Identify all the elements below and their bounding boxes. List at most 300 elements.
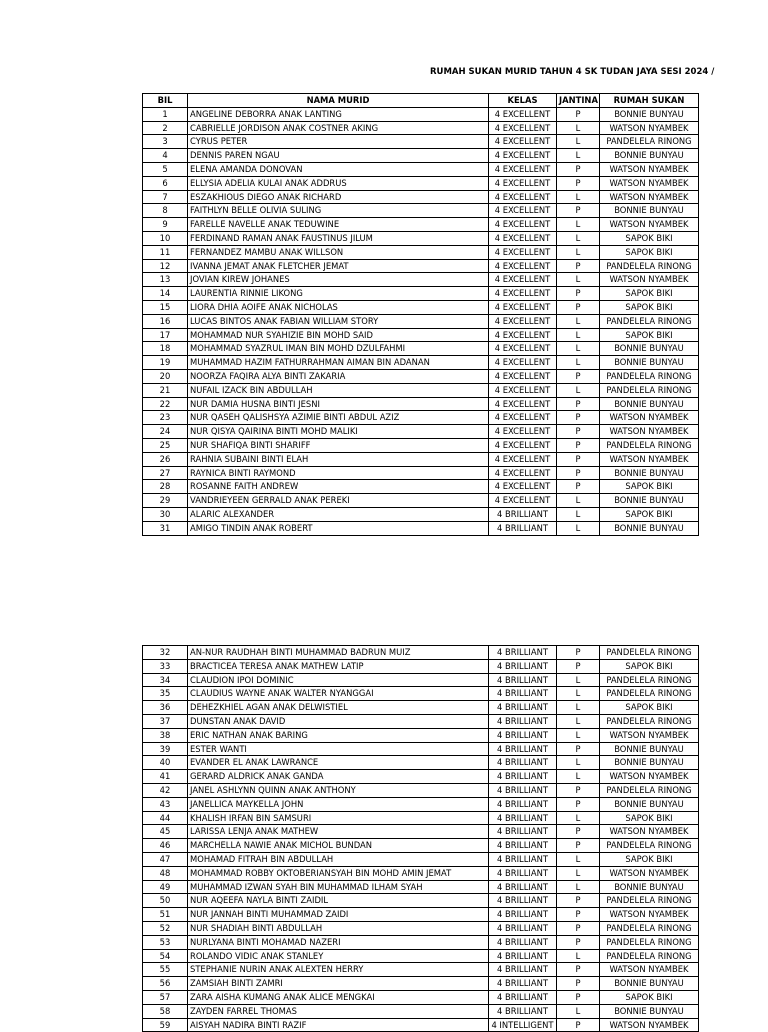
cell-jantina: P (557, 411, 600, 425)
cell-bil: 18 (143, 342, 188, 356)
cell-nama-murid: ROSANNE FAITH ANDREW (188, 480, 489, 494)
cell-kelas: 4 EXCELLENT (489, 425, 557, 439)
table-row (143, 425, 699, 439)
cell-bil: 11 (143, 245, 188, 259)
cell-kelas: 4 EXCELLENT (489, 218, 557, 232)
cell-jantina: P (557, 452, 600, 466)
cell-nama-murid: ANGELINE DEBORRA ANAK LANTING (188, 107, 489, 121)
cell-kelas: 4 BRILLIANT (489, 977, 557, 991)
cell-bil: 19 (143, 356, 188, 370)
cell-jantina: L (557, 756, 600, 770)
cell-bil: 53 (143, 935, 188, 949)
cell-rumah-sukan: PANDELELA RINONG (600, 135, 699, 149)
cell-nama-murid: JOVIAN KIREW JOHANES (188, 273, 489, 287)
roster-table-top (142, 93, 699, 536)
cell-bil: 7 (143, 190, 188, 204)
cell-nama-murid: FERNANDEZ MAMBU ANAK WILLSON (188, 245, 489, 259)
cell-kelas: 4 EXCELLENT (489, 328, 557, 342)
cell-rumah-sukan: SAPOK BIKI (600, 328, 699, 342)
cell-kelas: 4 EXCELLENT (489, 342, 557, 356)
cell-jantina: P (557, 204, 600, 218)
cell-bil: 56 (143, 977, 188, 991)
cell-bil: 8 (143, 204, 188, 218)
cell-nama-murid: NOORZA FAQIRA ALYA BINTI ZAKARIA (188, 369, 489, 383)
cell-bil: 28 (143, 480, 188, 494)
cell-rumah-sukan: WATSON NYAMBEK (600, 728, 699, 742)
cell-kelas: 4 BRILLIANT (489, 659, 557, 673)
cell-nama-murid: MARCHELLA NAWIE ANAK MICHOL BUNDAN (188, 839, 489, 853)
cell-bil: 47 (143, 852, 188, 866)
cell-bil: 38 (143, 728, 188, 742)
cell-jantina: L (557, 190, 600, 204)
roster-table-bottom (142, 645, 699, 1032)
cell-nama-murid: CABRIELLE JORDISON ANAK COSTNER AKING (188, 121, 489, 135)
table-row (143, 107, 699, 121)
cell-rumah-sukan: WATSON NYAMBEK (600, 866, 699, 880)
cell-bil: 59 (143, 1018, 188, 1032)
cell-nama-murid: BRACTICEA TERESA ANAK MATHEW LATIP (188, 659, 489, 673)
cell-nama-murid: ESTER WANTI (188, 742, 489, 756)
cell-rumah-sukan: BONNIE BUNYAU (600, 356, 699, 370)
cell-nama-murid: NUFAIL IZACK BIN ABDULLAH (188, 383, 489, 397)
cell-bil: 13 (143, 273, 188, 287)
cell-nama-murid: ELLYSIA ADELIA KULAI ANAK ADDRUS (188, 176, 489, 190)
cell-nama-murid: LAURENTIA RINNIE LIKONG (188, 287, 489, 301)
cell-bil: 51 (143, 908, 188, 922)
cell-rumah-sukan: PANDELELA RINONG (600, 673, 699, 687)
cell-jantina: P (557, 839, 600, 853)
cell-jantina: P (557, 300, 600, 314)
cell-rumah-sukan: PANDELELA RINONG (600, 314, 699, 328)
cell-bil: 55 (143, 963, 188, 977)
cell-bil: 57 (143, 990, 188, 1004)
cell-bil: 23 (143, 411, 188, 425)
cell-jantina: L (557, 218, 600, 232)
cell-jantina: L (557, 852, 600, 866)
cell-bil: 37 (143, 714, 188, 728)
cell-nama-murid: NUR QASEH QALISHSYA AZIMIE BINTI ABDUL AZIZ (188, 411, 489, 425)
cell-jantina: P (557, 162, 600, 176)
cell-kelas: 4 BRILLIANT (489, 701, 557, 715)
cell-rumah-sukan: BONNIE BUNYAU (600, 494, 699, 508)
cell-bil: 36 (143, 701, 188, 715)
cell-nama-murid: DUNSTAN ANAK DAVID (188, 714, 489, 728)
cell-kelas: 4 BRILLIANT (489, 908, 557, 922)
cell-bil: 21 (143, 383, 188, 397)
cell-rumah-sukan: SAPOK BIKI (600, 245, 699, 259)
cell-rumah-sukan: WATSON NYAMBEK (600, 452, 699, 466)
header-kelas: KELAS (489, 94, 557, 108)
cell-bil: 54 (143, 949, 188, 963)
table-row (143, 701, 699, 715)
cell-bil: 15 (143, 300, 188, 314)
table-row (143, 728, 699, 742)
roster-body-bottom (143, 646, 699, 1032)
cell-jantina: P (557, 825, 600, 839)
cell-nama-murid: AISYAH NADIRA BINTI RAZIF (188, 1018, 489, 1032)
table-row (143, 687, 699, 701)
table-row (143, 259, 699, 273)
cell-jantina: P (557, 397, 600, 411)
cell-nama-murid: LARISSA LENJA ANAK MATHEW (188, 825, 489, 839)
cell-bil: 24 (143, 425, 188, 439)
header-bil: BIL (143, 94, 188, 108)
cell-rumah-sukan: SAPOK BIKI (600, 852, 699, 866)
cell-rumah-sukan: WATSON NYAMBEK (600, 908, 699, 922)
table-row (143, 921, 699, 935)
cell-kelas: 4 BRILLIANT (489, 673, 557, 687)
table-row (143, 397, 699, 411)
cell-bil: 1 (143, 107, 188, 121)
cell-jantina: L (557, 1004, 600, 1018)
table-row (143, 438, 699, 452)
cell-jantina: L (557, 149, 600, 163)
cell-kelas: 4 EXCELLENT (489, 369, 557, 383)
cell-jantina: L (557, 245, 600, 259)
cell-kelas: 4 EXCELLENT (489, 107, 557, 121)
cell-rumah-sukan: SAPOK BIKI (600, 231, 699, 245)
cell-rumah-sukan: WATSON NYAMBEK (600, 425, 699, 439)
cell-jantina: L (557, 273, 600, 287)
cell-jantina: L (557, 383, 600, 397)
cell-kelas: 4 EXCELLENT (489, 231, 557, 245)
cell-kelas: 4 INTELLIGENT (489, 1018, 557, 1032)
table-row (143, 218, 699, 232)
table-row (143, 507, 699, 521)
table-row (143, 935, 699, 949)
cell-kelas: 4 EXCELLENT (489, 135, 557, 149)
cell-kelas: 4 EXCELLENT (489, 397, 557, 411)
cell-jantina: P (557, 369, 600, 383)
cell-jantina: L (557, 866, 600, 880)
cell-kelas: 4 BRILLIANT (489, 742, 557, 756)
cell-kelas: 4 BRILLIANT (489, 728, 557, 742)
cell-jantina: L (557, 949, 600, 963)
cell-kelas: 4 EXCELLENT (489, 176, 557, 190)
cell-nama-murid: NUR AQEEFA NAYLA BINTI ZAIDIL (188, 894, 489, 908)
cell-jantina: P (557, 107, 600, 121)
table-row (143, 342, 699, 356)
table-row (143, 908, 699, 922)
table-row (143, 190, 699, 204)
cell-kelas: 4 BRILLIANT (489, 839, 557, 853)
table-row (143, 963, 699, 977)
cell-jantina: P (557, 797, 600, 811)
cell-nama-murid: MOHAMMAD SYAZRUL IMAN BIN MOHD DZULFAHMI (188, 342, 489, 356)
table-row (143, 742, 699, 756)
table-row (143, 300, 699, 314)
cell-rumah-sukan: SAPOK BIKI (600, 811, 699, 825)
table-row (143, 977, 699, 991)
cell-kelas: 4 BRILLIANT (489, 866, 557, 880)
cell-nama-murid: STEPHANIE NURIN ANAK ALEXTEN HERRY (188, 963, 489, 977)
table-row (143, 452, 699, 466)
cell-kelas: 4 EXCELLENT (489, 383, 557, 397)
cell-rumah-sukan: BONNIE BUNYAU (600, 342, 699, 356)
cell-bil: 16 (143, 314, 188, 328)
cell-nama-murid: CYRUS PETER (188, 135, 489, 149)
cell-rumah-sukan: PANDELELA RINONG (600, 383, 699, 397)
cell-nama-murid: ZARA AISHA KUMANG ANAK ALICE MENGKAI (188, 990, 489, 1004)
table-row (143, 204, 699, 218)
cell-jantina: L (557, 728, 600, 742)
cell-kelas: 4 EXCELLENT (489, 162, 557, 176)
cell-rumah-sukan: PANDELELA RINONG (600, 921, 699, 935)
cell-bil: 10 (143, 231, 188, 245)
table-row (143, 383, 699, 397)
cell-bil: 25 (143, 438, 188, 452)
cell-kelas: 4 EXCELLENT (489, 287, 557, 301)
cell-jantina: L (557, 356, 600, 370)
table-row (143, 852, 699, 866)
cell-kelas: 4 EXCELLENT (489, 149, 557, 163)
cell-jantina: L (557, 231, 600, 245)
cell-nama-murid: LIORA DHIA AOIFE ANAK NICHOLAS (188, 300, 489, 314)
cell-jantina: L (557, 342, 600, 356)
cell-kelas: 4 BRILLIANT (489, 770, 557, 784)
cell-jantina: P (557, 659, 600, 673)
table-row (143, 990, 699, 1004)
cell-jantina: L (557, 714, 600, 728)
cell-kelas: 4 EXCELLENT (489, 438, 557, 452)
cell-rumah-sukan: PANDELELA RINONG (600, 714, 699, 728)
cell-rumah-sukan: BONNIE BUNYAU (600, 204, 699, 218)
cell-nama-murid: MUHAMMAD HAZIM FATHURRAHMAN AIMAN BIN ADANAN (188, 356, 489, 370)
table-header-row (143, 94, 699, 108)
table-row (143, 839, 699, 853)
cell-rumah-sukan: PANDELELA RINONG (600, 839, 699, 853)
cell-nama-murid: ESZAKHIOUS DIEGO ANAK RICHARD (188, 190, 489, 204)
cell-jantina: P (557, 287, 600, 301)
cell-bil: 32 (143, 646, 188, 660)
cell-bil: 20 (143, 369, 188, 383)
table-row (143, 162, 699, 176)
table-row (143, 494, 699, 508)
cell-kelas: 4 BRILLIANT (489, 783, 557, 797)
cell-rumah-sukan: BONNIE BUNYAU (600, 107, 699, 121)
cell-kelas: 4 BRILLIANT (489, 507, 557, 521)
cell-jantina: P (557, 176, 600, 190)
cell-rumah-sukan: PANDELELA RINONG (600, 687, 699, 701)
cell-bil: 45 (143, 825, 188, 839)
cell-bil: 46 (143, 839, 188, 853)
cell-kelas: 4 BRILLIANT (489, 646, 557, 660)
cell-nama-murid: ELENA AMANDA DONOVAN (188, 162, 489, 176)
cell-bil: 14 (143, 287, 188, 301)
cell-rumah-sukan: SAPOK BIKI (600, 480, 699, 494)
cell-bil: 6 (143, 176, 188, 190)
cell-kelas: 4 EXCELLENT (489, 314, 557, 328)
cell-nama-murid: NUR JANNAH BINTI MUHAMMAD ZAIDI (188, 908, 489, 922)
cell-rumah-sukan: BONNIE BUNYAU (600, 977, 699, 991)
cell-jantina: P (557, 908, 600, 922)
cell-kelas: 4 BRILLIANT (489, 935, 557, 949)
cell-kelas: 4 EXCELLENT (489, 121, 557, 135)
cell-kelas: 4 BRILLIANT (489, 811, 557, 825)
cell-rumah-sukan: PANDELELA RINONG (600, 783, 699, 797)
cell-kelas: 4 EXCELLENT (489, 494, 557, 508)
cell-rumah-sukan: SAPOK BIKI (600, 287, 699, 301)
cell-rumah-sukan: SAPOK BIKI (600, 701, 699, 715)
cell-kelas: 4 BRILLIANT (489, 714, 557, 728)
cell-kelas: 4 EXCELLENT (489, 356, 557, 370)
cell-rumah-sukan: BONNIE BUNYAU (600, 797, 699, 811)
cell-bil: 3 (143, 135, 188, 149)
cell-jantina: L (557, 135, 600, 149)
cell-bil: 43 (143, 797, 188, 811)
cell-kelas: 4 BRILLIANT (489, 1004, 557, 1018)
cell-rumah-sukan: PANDELELA RINONG (600, 438, 699, 452)
cell-kelas: 4 BRILLIANT (489, 825, 557, 839)
cell-kelas: 4 BRILLIANT (489, 949, 557, 963)
header-jantina: JANTINA (557, 94, 600, 108)
table-row (143, 356, 699, 370)
cell-kelas: 4 BRILLIANT (489, 797, 557, 811)
cell-bil: 44 (143, 811, 188, 825)
cell-kelas: 4 EXCELLENT (489, 245, 557, 259)
cell-nama-murid: FERDINAND RAMAN ANAK FAUSTINUS JILUM (188, 231, 489, 245)
cell-rumah-sukan: PANDELELA RINONG (600, 894, 699, 908)
cell-kelas: 4 EXCELLENT (489, 411, 557, 425)
cell-rumah-sukan: SAPOK BIKI (600, 507, 699, 521)
cell-kelas: 4 EXCELLENT (489, 259, 557, 273)
cell-bil: 39 (143, 742, 188, 756)
cell-nama-murid: NUR SHADIAH BINTI ABDULLAH (188, 921, 489, 935)
cell-bil: 30 (143, 507, 188, 521)
cell-nama-murid: GERARD ALDRICK ANAK GANDA (188, 770, 489, 784)
cell-kelas: 4 EXCELLENT (489, 466, 557, 480)
table-row (143, 287, 699, 301)
cell-rumah-sukan: SAPOK BIKI (600, 300, 699, 314)
cell-jantina: P (557, 783, 600, 797)
cell-jantina: L (557, 880, 600, 894)
cell-kelas: 4 BRILLIANT (489, 852, 557, 866)
table-row (143, 811, 699, 825)
cell-kelas: 4 BRILLIANT (489, 921, 557, 935)
table-row (143, 314, 699, 328)
cell-bil: 5 (143, 162, 188, 176)
cell-jantina: P (557, 259, 600, 273)
cell-nama-murid: DENNIS PAREN NGAU (188, 149, 489, 163)
cell-bil: 33 (143, 659, 188, 673)
cell-rumah-sukan: PANDELELA RINONG (600, 646, 699, 660)
cell-bil: 17 (143, 328, 188, 342)
roster-body-top (143, 107, 699, 535)
cell-kelas: 4 EXCELLENT (489, 273, 557, 287)
cell-rumah-sukan: WATSON NYAMBEK (600, 770, 699, 784)
page-title: RUMAH SUKAN MURID TAHUN 4 SK TUDAN JAYA SESI 2024 / (430, 67, 715, 77)
cell-jantina: P (557, 1018, 600, 1032)
table-row (143, 866, 699, 880)
table-row (143, 1018, 699, 1032)
cell-jantina: L (557, 494, 600, 508)
cell-kelas: 4 BRILLIANT (489, 963, 557, 977)
cell-nama-murid: NUR QISYA QAIRINA BINTI MOHD MALIKI (188, 425, 489, 439)
cell-rumah-sukan: BONNIE BUNYAU (600, 466, 699, 480)
cell-rumah-sukan: BONNIE BUNYAU (600, 880, 699, 894)
cell-jantina: P (557, 894, 600, 908)
cell-nama-murid: ROLANDO VIDIC ANAK STANLEY (188, 949, 489, 963)
cell-nama-murid: MUHAMMAD IZWAN SYAH BIN MUHAMMAD ILHAM SYAH (188, 880, 489, 894)
cell-rumah-sukan: WATSON NYAMBEK (600, 963, 699, 977)
cell-rumah-sukan: PANDELELA RINONG (600, 259, 699, 273)
cell-nama-murid: FAITHLYN BELLE OLIVIA SULING (188, 204, 489, 218)
cell-nama-murid: JANEL ASHLYNN QUINN ANAK ANTHONY (188, 783, 489, 797)
cell-jantina: P (557, 990, 600, 1004)
table-row (143, 756, 699, 770)
cell-kelas: 4 BRILLIANT (489, 756, 557, 770)
table-row (143, 949, 699, 963)
cell-rumah-sukan: WATSON NYAMBEK (600, 825, 699, 839)
table-row (143, 825, 699, 839)
cell-rumah-sukan: PANDELELA RINONG (600, 935, 699, 949)
table-row (143, 466, 699, 480)
cell-bil: 40 (143, 756, 188, 770)
cell-kelas: 4 EXCELLENT (489, 204, 557, 218)
cell-jantina: L (557, 701, 600, 715)
table-row (143, 521, 699, 535)
table-row (143, 673, 699, 687)
table-row (143, 1004, 699, 1018)
cell-jantina: L (557, 507, 600, 521)
cell-bil: 2 (143, 121, 188, 135)
cell-jantina: L (557, 121, 600, 135)
cell-rumah-sukan: BONNIE BUNYAU (600, 756, 699, 770)
cell-jantina: L (557, 521, 600, 535)
table-row (143, 273, 699, 287)
cell-rumah-sukan: WATSON NYAMBEK (600, 1018, 699, 1032)
header-rumah-sukan: RUMAH SUKAN (600, 94, 699, 108)
cell-bil: 52 (143, 921, 188, 935)
cell-bil: 42 (143, 783, 188, 797)
cell-bil: 29 (143, 494, 188, 508)
cell-jantina: P (557, 466, 600, 480)
cell-nama-murid: AN-NUR RAUDHAH BINTI MUHAMMAD BADRUN MUIZ (188, 646, 489, 660)
table-row (143, 176, 699, 190)
cell-kelas: 4 BRILLIANT (489, 880, 557, 894)
cell-nama-murid: CLAUDION IPOI DOMINIC (188, 673, 489, 687)
cell-nama-murid: KHALISH IRFAN BIN SAMSURI (188, 811, 489, 825)
cell-jantina: P (557, 425, 600, 439)
cell-nama-murid: MOHAMMAD NUR SYAHIZIE BIN MOHD SAID (188, 328, 489, 342)
cell-bil: 26 (143, 452, 188, 466)
table-row (143, 659, 699, 673)
table-row (143, 369, 699, 383)
cell-kelas: 4 BRILLIANT (489, 894, 557, 908)
cell-nama-murid: ZAMSIAH BINTI ZAMRI (188, 977, 489, 991)
cell-bil: 22 (143, 397, 188, 411)
cell-rumah-sukan: WATSON NYAMBEK (600, 273, 699, 287)
cell-nama-murid: ALARIC ALEXANDER (188, 507, 489, 521)
cell-rumah-sukan: BONNIE BUNYAU (600, 397, 699, 411)
cell-rumah-sukan: WATSON NYAMBEK (600, 190, 699, 204)
cell-bil: 41 (143, 770, 188, 784)
cell-nama-murid: RAYNICA BINTI RAYMOND (188, 466, 489, 480)
cell-jantina: L (557, 314, 600, 328)
cell-bil: 35 (143, 687, 188, 701)
cell-bil: 12 (143, 259, 188, 273)
cell-rumah-sukan: WATSON NYAMBEK (600, 162, 699, 176)
cell-nama-murid: DEHEZKHIEL AGAN ANAK DELWISTIEL (188, 701, 489, 715)
table-row (143, 894, 699, 908)
cell-kelas: 4 EXCELLENT (489, 190, 557, 204)
cell-rumah-sukan: BONNIE BUNYAU (600, 149, 699, 163)
cell-bil: 50 (143, 894, 188, 908)
cell-rumah-sukan: PANDELELA RINONG (600, 369, 699, 383)
table-row (143, 135, 699, 149)
cell-rumah-sukan: WATSON NYAMBEK (600, 218, 699, 232)
cell-nama-murid: ZAYDEN FARREL THOMAS (188, 1004, 489, 1018)
